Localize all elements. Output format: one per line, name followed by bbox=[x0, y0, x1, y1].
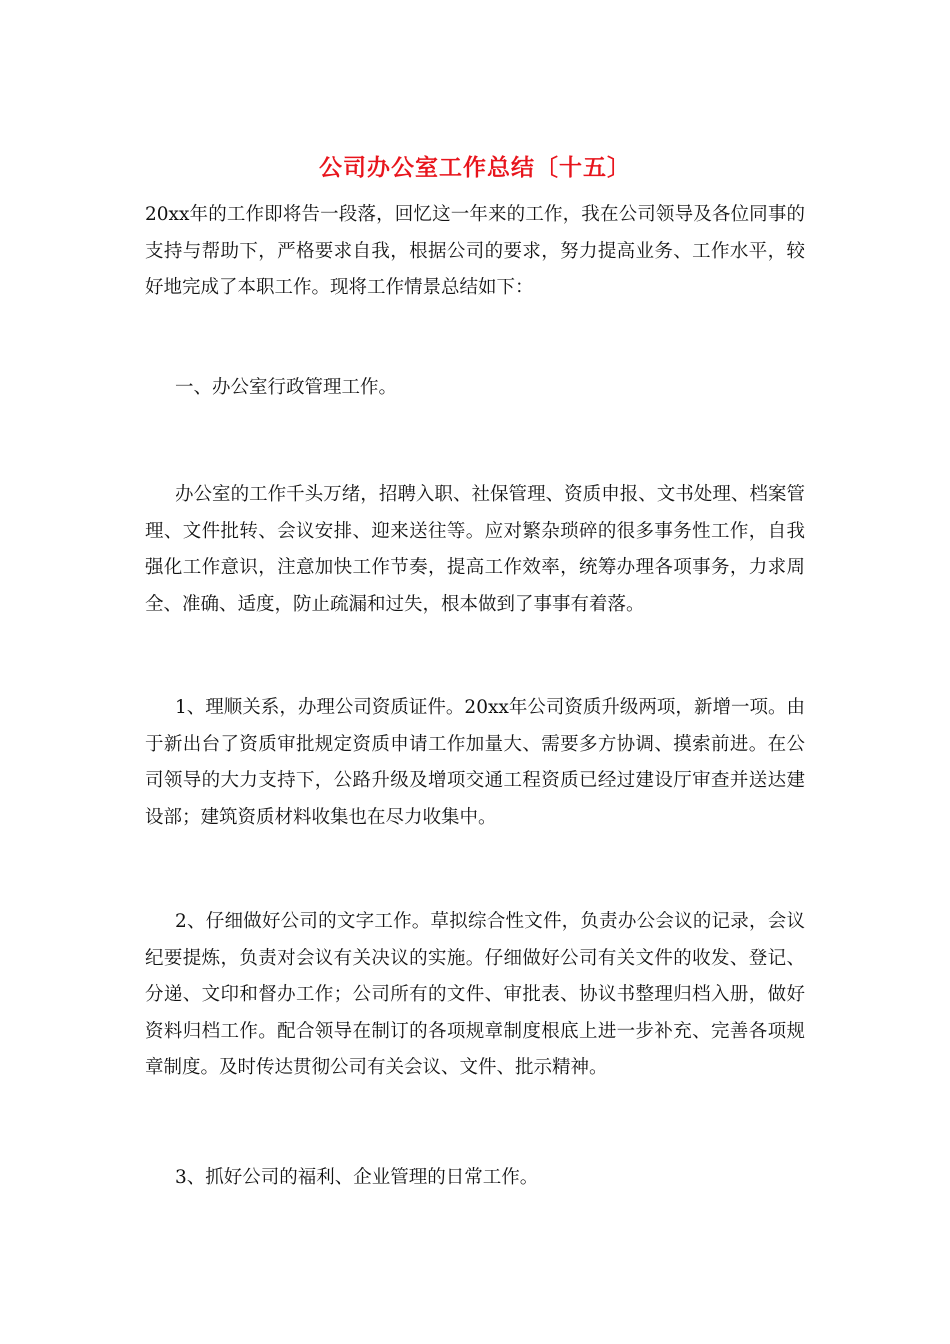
document-title: 公司办公室工作总结〔十五〕 bbox=[319, 154, 631, 181]
list-item-2: 2、仔细做好公司的文字工作。草拟综合性文件，负责办公会议的记录，会议纪要提炼，负责对会议有关决议的实施。仔细做好公司有关文件的收发、登记、分递、文印和督办工作；公司所有的文件、审批表、协议书整理归档入册，做好资料归档工作。配合领导在制订的各项规章制度根底上进一步补充、完善各项规章制度。及时传达贯彻公司有关会议、文件、批示精神。 bbox=[145, 911, 805, 1078]
list-item-3: 3、抓好公司的福利、企业管理的日常工作。 bbox=[175, 1167, 539, 1188]
office-work-paragraph: 办公室的工作千头万绪，招聘入职、社保管理、资质申报、文书处理、档案管理、文件批转、会议安排、迎来送往等。应对繁杂琐碎的很多事务性工作，自我强化工作意识，注意加快工作节奏，提高工作效率，统筹办理各项事务，力求周全、准确、适度，防止疏漏和过失，根本做到了事事有着落。 bbox=[145, 484, 805, 615]
list-item-1: 1、理顺关系，办理公司资质证件。20xx年公司资质升级两项，新增一项。由于新出台了资质审批规定资质申请工作加量大、需要多方协调、摸索前进。在公司领导的大力支持下，公路升级及增项交通工程资质已经过建设厅审查并送达建设部；建筑资质材料收集也在尽力收集中。 bbox=[145, 697, 805, 828]
section-heading-1: 一、办公室行政管理工作。 bbox=[175, 377, 398, 398]
intro-paragraph: 20xx年的工作即将告一段落，回忆这一年来的工作，我在公司领导及各位同事的支持与帮助下，严格要求自我，根据公司的要求，努力提高业务、工作水平，较好地完成了本职工作。现将工作情景总结如下： bbox=[145, 204, 805, 298]
